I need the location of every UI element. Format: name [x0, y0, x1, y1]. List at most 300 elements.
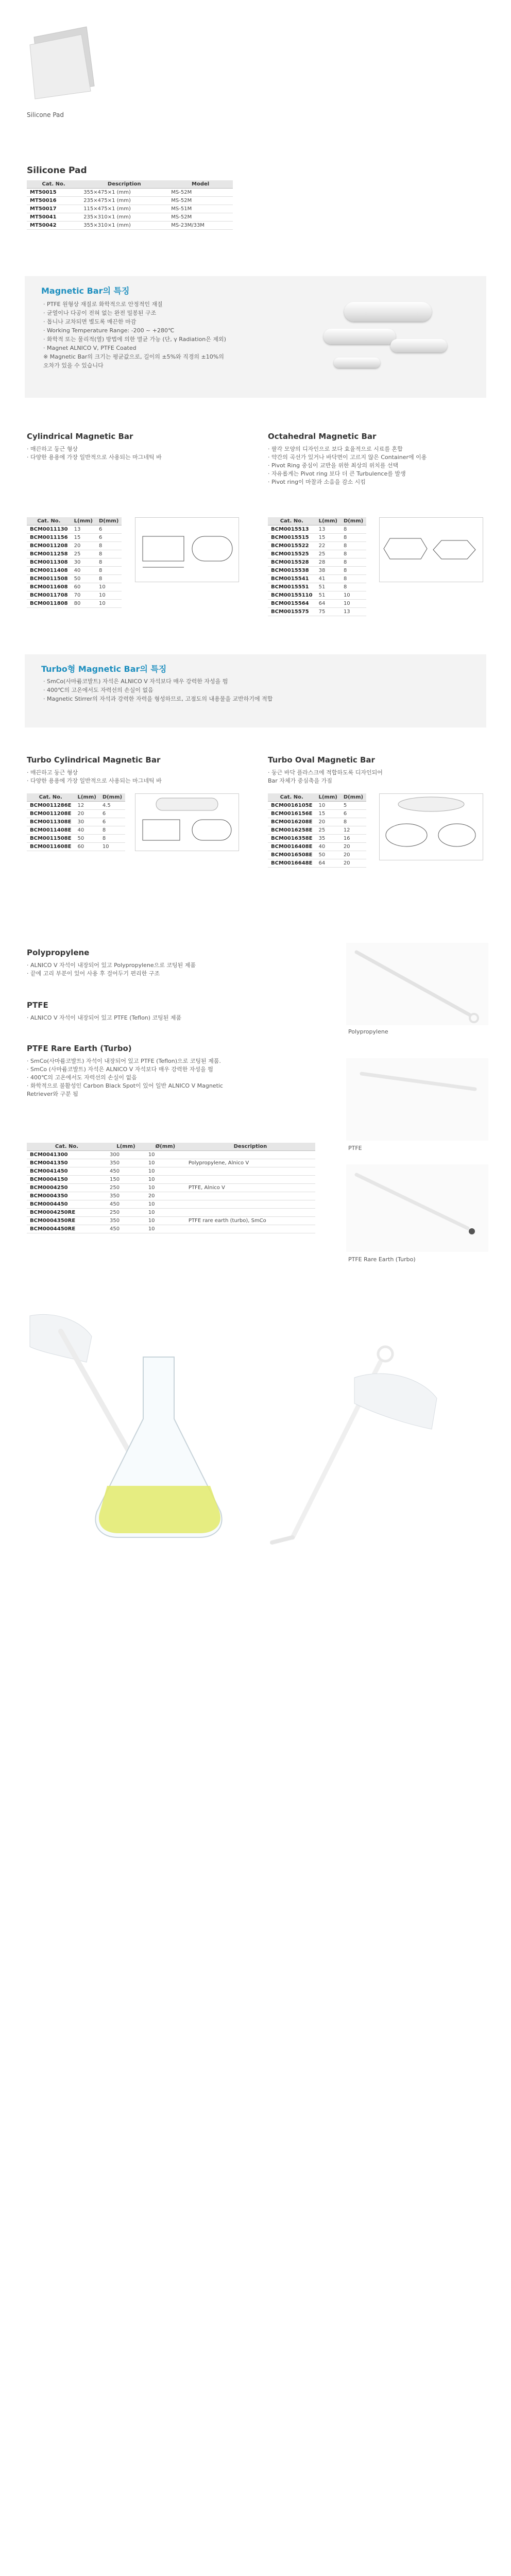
column-header: Cat. No.: [268, 793, 315, 802]
table-cell: 8: [96, 575, 122, 583]
pp-desc-line: · ALNICO V 자석이 내장되어 있고 Polypropylene으로 코팅된 제품: [27, 962, 196, 969]
table-cell: 355×310×1 (mm): [80, 222, 168, 230]
octahedral-title: Octahedral Magnetic Bar: [268, 432, 377, 441]
table-cell: BCM0011808: [27, 600, 71, 608]
table-cell: BCM0011308: [27, 558, 71, 567]
column-header: D(mm): [96, 517, 122, 526]
ptfe-caption: PTFE: [348, 1145, 362, 1151]
table-cell: 8: [340, 534, 366, 542]
turbo-retriever-desc-line: · SmCo (사마륨코발트) 자석은 ALNICO V 자석보다 매우 강력한 자성을 띔: [27, 1066, 213, 1073]
table-cell: 20: [315, 818, 340, 826]
octahedral-desc: [268, 445, 489, 486]
table-row: [27, 835, 125, 843]
table-cell: MT50042: [27, 222, 80, 230]
table-row: [27, 1159, 315, 1167]
table-cell: 13: [340, 608, 366, 616]
table-cell: BCM0015575: [268, 608, 316, 616]
table-cell: [185, 1167, 315, 1176]
table-cell: BCM0011286E: [27, 802, 74, 810]
turbo-cyl-table: [27, 793, 125, 851]
table-cell: BCM0011508: [27, 575, 71, 583]
pp-desc-line: · 끝에 고리 부분이 있어 사용 후 걸어두기 편리한 구조: [27, 970, 160, 977]
table-cell: 10: [145, 1200, 185, 1209]
cylindrical-table: [27, 517, 122, 608]
octahedral-desc-line: · 팔각 모양의 디자인으로 보다 효율적으로 시료를 혼합: [268, 446, 403, 452]
table-cell: [185, 1225, 315, 1233]
table-cell: 22: [316, 542, 340, 550]
silicone-pad-caption: Silicone Pad: [27, 111, 64, 118]
table-cell: 10: [145, 1151, 185, 1159]
table-cell: 10: [315, 802, 340, 810]
table-cell: 41: [316, 575, 340, 583]
table-cell: 8: [340, 818, 366, 826]
table-cell: 10: [96, 583, 122, 591]
table-cell: BCM0015541: [268, 575, 316, 583]
table-cell: 8: [96, 558, 122, 567]
table-row: [27, 567, 122, 575]
silicone-pad-tbody: [27, 189, 233, 230]
table-cell: 20: [340, 851, 366, 859]
table-cell: 10: [145, 1159, 185, 1167]
column-header: D(mm): [340, 793, 366, 802]
table-header-row: [27, 1143, 315, 1151]
table-cell: 6: [99, 810, 125, 818]
feature-item: · 톱니나 교차되면 별도록 매끈한 마감: [43, 318, 137, 325]
table-cell: BCM0004350: [27, 1192, 107, 1200]
silicone-pad-title: Silicone Pad: [27, 165, 87, 176]
octahedral-desc-line: · Pivot Ring 중심이 교반을 위한 최상의 위치를 선택: [268, 462, 399, 469]
table-cell: 8: [96, 550, 122, 558]
table-row: [268, 550, 366, 558]
column-header: Cat. No.: [27, 1143, 107, 1151]
column-header: L(mm): [316, 517, 340, 526]
table-cell: BCM0011608: [27, 583, 71, 591]
silicone-pad-table: [27, 180, 233, 230]
column-header: Description: [80, 180, 168, 189]
table-row: [27, 205, 233, 213]
table-cell: 30: [74, 818, 99, 826]
table-cell: 10: [145, 1209, 185, 1217]
table-cell: 8: [340, 526, 366, 534]
turbo-cyl-desc-line: · 매끈하고 둥근 형상: [27, 769, 78, 776]
table-cell: MT50015: [27, 189, 80, 197]
pp-caption: Polypropylene: [348, 1028, 388, 1035]
table-row: [268, 583, 366, 591]
retriever-tbody: [27, 1151, 315, 1233]
turbo-oval-tbody: [268, 802, 366, 868]
cylindrical-title: Cylindrical Magnetic Bar: [27, 432, 133, 441]
table-row: [268, 558, 366, 567]
table-cell: MT50016: [27, 197, 80, 205]
table-cell: MS-23M/33M: [168, 222, 233, 230]
feature-item: · PTFE 원형상 재질로 화학적으로 안정적인 재질: [43, 301, 163, 308]
table-cell: 10: [145, 1217, 185, 1225]
table-cell: BCM0004350RE: [27, 1217, 107, 1225]
column-header: L(mm): [71, 517, 96, 526]
cylindrical-desc-line: · 다양한 용용에 가장 일반적으로 사용되는 마그네틱 바: [27, 454, 162, 461]
feature-item: · 400℃의 고온에서도 자력선의 손실이 없음: [43, 687, 154, 693]
table-cell: 20: [74, 810, 99, 818]
table-header-row: [27, 793, 125, 802]
table-cell: MS-52M: [168, 189, 233, 197]
table-cell: PTFE, Alnico V: [185, 1184, 315, 1192]
table-cell: BCM0015564: [268, 600, 316, 608]
table-cell: BCM0016208E: [268, 818, 315, 826]
table-cell: [185, 1209, 315, 1217]
table-cell: BCM0015538: [268, 567, 316, 575]
column-header: Cat. No.: [268, 517, 316, 526]
table-cell: 115×475×1 (mm): [80, 205, 168, 213]
table-cell: 8: [340, 575, 366, 583]
table-row: [27, 526, 122, 534]
feature-item: ※ Magnetic Bar의 크기는 평균값으로, 길이의 ±5%와 직경의 ±10%의: [43, 353, 224, 360]
table-cell: 20: [145, 1192, 185, 1200]
table-row: [268, 843, 366, 851]
magnetic-features-box: [25, 276, 486, 398]
column-header: Cat. No.: [27, 793, 74, 802]
table-cell: 8: [340, 558, 366, 567]
turbo-cyl-diagram: [135, 793, 239, 851]
table-cell: 10: [145, 1176, 185, 1184]
table-cell: 350: [107, 1159, 145, 1167]
table-cell: BCM0041450: [27, 1167, 107, 1176]
table-cell: 8: [340, 542, 366, 550]
table-cell: 15: [315, 810, 340, 818]
feature-item: · Magnetic Stirrer의 자석과 강력한 자력을 형성하므로, 고점도의 내용물을 교반하기에 적합: [43, 696, 273, 702]
table-cell: BCM0016648E: [268, 859, 315, 868]
table-cell: 25: [316, 550, 340, 558]
magnetic-features-title: Magnetic Bar의 특징: [41, 286, 130, 296]
table-cell: 250: [107, 1184, 145, 1192]
turbo-cyl-title: Turbo Cylindrical Magnetic Bar: [27, 755, 161, 765]
table-cell: BCM0011708: [27, 591, 71, 600]
table-row: [268, 600, 366, 608]
table-cell: PTFE rare earth (turbo), SmCo: [185, 1217, 315, 1225]
turbo-retriever-desc-line: · 400℃의 고온에서도 자력선의 손실이 없음: [27, 1074, 137, 1081]
table-header-row: [27, 517, 122, 526]
table-cell: 80: [71, 600, 96, 608]
table-cell: BCM00155110: [268, 591, 316, 600]
turbo-oval-diagram: [379, 793, 483, 860]
table-cell: 40: [315, 843, 340, 851]
retriever-flask-photo: [25, 1300, 447, 1548]
turbo-retriever-desc-line: · SmCo(사마륨코발트) 자석이 내장되어 있고 PTFE (Teflon)으로 코팅된 제품.: [27, 1058, 221, 1064]
table-row: [27, 843, 125, 851]
table-row: [268, 608, 366, 616]
table-cell: 30: [71, 558, 96, 567]
table-row: [27, 591, 122, 600]
table-cell: 5: [340, 802, 366, 810]
table-cell: 10: [145, 1184, 185, 1192]
table-cell: 10: [96, 591, 122, 600]
table-cell: 6: [340, 810, 366, 818]
turbo-retriever-image: [346, 1164, 488, 1252]
table-row: [27, 534, 122, 542]
table-cell: 6: [96, 526, 122, 534]
table-row: [268, 826, 366, 835]
table-row: [27, 558, 122, 567]
table-row: [268, 818, 366, 826]
table-cell: 13: [71, 526, 96, 534]
turbo-oval-title: Turbo Oval Magnetic Bar: [268, 755, 375, 765]
table-cell: 10: [340, 600, 366, 608]
table-row: [268, 542, 366, 550]
table-row: [27, 550, 122, 558]
table-row: [27, 1200, 315, 1209]
turbo-oval-desc: [268, 769, 489, 785]
table-row: [27, 1176, 315, 1184]
pp-title: Polypropylene: [27, 948, 90, 957]
table-cell: 10: [145, 1167, 185, 1176]
table-header-row: [27, 180, 233, 189]
table-row: [268, 591, 366, 600]
table-cell: 300: [107, 1151, 145, 1159]
table-row: [27, 583, 122, 591]
column-header: L(mm): [315, 793, 340, 802]
table-cell: BCM0011508E: [27, 835, 74, 843]
table-cell: [185, 1200, 315, 1209]
table-cell: 60: [74, 843, 99, 851]
table-row: [27, 1151, 315, 1159]
table-cell: 8: [99, 826, 125, 835]
table-cell: 10: [340, 591, 366, 600]
column-header: L(mm): [74, 793, 99, 802]
table-cell: 38: [316, 567, 340, 575]
table-cell: BCM0041350: [27, 1159, 107, 1167]
table-cell: 15: [316, 534, 340, 542]
column-header: Model: [168, 180, 233, 189]
table-cell: BCM0016156E: [268, 810, 315, 818]
table-cell: MT50041: [27, 213, 80, 222]
table-cell: 25: [315, 826, 340, 835]
table-header-row: [268, 793, 366, 802]
column-header: D(mm): [340, 517, 366, 526]
turbo-retriever-title: PTFE Rare Earth (Turbo): [27, 1044, 132, 1053]
turbo-oval-desc-line: Bar 자체가 중심축을 가짐: [268, 777, 332, 784]
table-cell: MS-52M: [168, 197, 233, 205]
table-cell: BCM0011408: [27, 567, 71, 575]
table-cell: BCM0016258E: [268, 826, 315, 835]
turbo-oval-table: [268, 793, 366, 868]
column-header: D(mm): [99, 793, 125, 802]
table-cell: 25: [71, 550, 96, 558]
table-row: [27, 818, 125, 826]
table-cell: 10: [145, 1225, 185, 1233]
table-cell: BCM0004150: [27, 1176, 107, 1184]
table-row: [27, 542, 122, 550]
table-cell: 8: [340, 583, 366, 591]
table-cell: BCM0011208: [27, 542, 71, 550]
magnetic-features-list: [43, 300, 291, 370]
table-row: [27, 189, 233, 197]
table-cell: 35: [315, 835, 340, 843]
table-cell: 28: [316, 558, 340, 567]
table-cell: 40: [71, 567, 96, 575]
turbo-oval-desc-line: · 둥근 바닥 플라스크에 적합하도록 디자인되어: [268, 769, 383, 776]
table-cell: BCM0011130: [27, 526, 71, 534]
table-cell: 8: [96, 567, 122, 575]
table-cell: Polypropylene, Alnico V: [185, 1159, 315, 1167]
feature-item: · Working Temperature Range: -200 ~ +280℃: [43, 327, 175, 334]
feature-item: · Magnet ALNICO V, PTFE Coated: [43, 345, 137, 351]
table-cell: BCM0011258: [27, 550, 71, 558]
octahedral-table: [268, 517, 366, 616]
table-cell: 235×475×1 (mm): [80, 197, 168, 205]
table-row: [27, 1225, 315, 1233]
table-row: [27, 197, 233, 205]
table-cell: 50: [74, 835, 99, 843]
table-row: [27, 826, 125, 835]
table-cell: BCM0015528: [268, 558, 316, 567]
table-cell: 10: [99, 843, 125, 851]
table-cell: 51: [316, 583, 340, 591]
table-cell: 75: [316, 608, 340, 616]
column-header: Description: [185, 1143, 315, 1151]
table-row: [27, 1217, 315, 1225]
table-cell: BCM0015522: [268, 542, 316, 550]
table-cell: 15: [71, 534, 96, 542]
column-header: Cat. No.: [27, 517, 71, 526]
table-row: [27, 1209, 315, 1217]
table-cell: 4.5: [99, 802, 125, 810]
silicone-pad-image: [25, 16, 102, 104]
table-cell: 350: [107, 1217, 145, 1225]
cylindrical-tbody: [27, 526, 122, 608]
turbo-retriever-desc-line: Retriever와 구분 됨: [27, 1091, 78, 1097]
table-row: [268, 534, 366, 542]
table-cell: BCM0016105E: [268, 802, 315, 810]
ptfe-desc-line: · ALNICO V 자석이 내장되어 있고 PTFE (Teflon) 코팅된 제품: [27, 1014, 182, 1021]
table-cell: BCM0016508E: [268, 851, 315, 859]
table-cell: 8: [340, 567, 366, 575]
table-cell: 20: [71, 542, 96, 550]
table-row: [27, 810, 125, 818]
table-cell: MT50017: [27, 205, 80, 213]
column-header: Cat. No.: [27, 180, 80, 189]
table-row: [268, 802, 366, 810]
table-row: [27, 575, 122, 583]
ptfe-title: PTFE: [27, 1001, 48, 1010]
turbo-cyl-tbody: [27, 802, 125, 851]
table-cell: BCM0011608E: [27, 843, 74, 851]
table-cell: 8: [340, 550, 366, 558]
table-cell: BCM0015513: [268, 526, 316, 534]
table-cell: BCM0011408E: [27, 826, 74, 835]
table-cell: 450: [107, 1167, 145, 1176]
table-cell: 350: [107, 1192, 145, 1200]
table-cell: 10: [96, 600, 122, 608]
table-cell: 40: [74, 826, 99, 835]
table-row: [268, 851, 366, 859]
pp-desc: [27, 961, 315, 978]
table-cell: 6: [96, 534, 122, 542]
table-cell: [185, 1151, 315, 1159]
retriever-table: [27, 1143, 315, 1233]
feature-item: · 화학적 또는 물리적(열) 방법에 의한 멸균 가능 (단, γ Radiation은 제외): [43, 336, 226, 343]
table-cell: BCM0004450: [27, 1200, 107, 1209]
pp-retriever-image: [346, 943, 488, 1025]
turbo-caption: PTFE Rare Earth (Turbo): [348, 1256, 416, 1263]
turbo-retriever-desc-line: · 화학적으로 불활성인 Carbon Black Spot이 있어 일반 ALNICO V Magnetic: [27, 1082, 223, 1089]
table-row: [27, 1167, 315, 1176]
table-cell: 13: [316, 526, 340, 534]
turbo-features-title: Turbo형 Magnetic Bar의 특징: [41, 664, 167, 674]
table-row: [27, 802, 125, 810]
feature-item: · 균열이나 다공이 전혀 없는 완전 밀봉된 구조: [43, 310, 157, 316]
octahedral-desc-line: · Pivot ring이 마찰과 소음을 감소 시킴: [268, 479, 366, 485]
ptfe-retriever-image: [346, 1058, 488, 1141]
table-cell: 12: [74, 802, 99, 810]
table-cell: 150: [107, 1176, 145, 1184]
table-cell: BCM0011156: [27, 534, 71, 542]
column-header: Ø(mm): [145, 1143, 185, 1151]
table-row: [268, 835, 366, 843]
table-header-row: [268, 517, 366, 526]
table-row: [268, 526, 366, 534]
table-cell: BCM0015525: [268, 550, 316, 558]
table-cell: 16: [340, 835, 366, 843]
table-cell: 12: [340, 826, 366, 835]
table-cell: 250: [107, 1209, 145, 1217]
table-row: [27, 600, 122, 608]
table-row: [27, 213, 233, 222]
table-cell: 51: [316, 591, 340, 600]
cylindrical-diagram: [135, 517, 239, 582]
table-row: [27, 1192, 315, 1200]
ptfe-desc: [27, 1014, 315, 1022]
octahedral-diagram: [379, 517, 483, 582]
table-cell: 450: [107, 1225, 145, 1233]
cylindrical-desc-line: · 매끈하고 둥근 형상: [27, 446, 78, 452]
octahedral-desc-line: · 약간의 곡선가 있거나 바닥면이 고르지 않은 Container에 이용: [268, 454, 427, 461]
octahedral-tbody: [268, 526, 366, 616]
table-cell: 20: [340, 859, 366, 868]
table-cell: 8: [99, 835, 125, 843]
table-cell: BCM0011308E: [27, 818, 74, 826]
table-cell: 20: [340, 843, 366, 851]
table-row: [268, 859, 366, 868]
table-cell: 60: [71, 583, 96, 591]
turbo-retriever-desc: [27, 1057, 336, 1098]
turbo-cyl-desc-line: · 다양한 용용에 가장 일반적으로 사용되는 마그네틱 바: [27, 777, 162, 784]
table-cell: BCM0004250: [27, 1184, 107, 1192]
table-row: [268, 567, 366, 575]
table-row: [27, 1184, 315, 1192]
table-row: [268, 810, 366, 818]
table-row: [268, 575, 366, 583]
turbo-features-list: [43, 677, 466, 703]
table-cell: 355×475×1 (mm): [80, 189, 168, 197]
table-cell: MS-51M: [168, 205, 233, 213]
feature-item: 오차가 있을 수 있습니다: [43, 362, 104, 369]
table-cell: 235×310×1 (mm): [80, 213, 168, 222]
table-cell: BCM0016358E: [268, 835, 315, 843]
table-row: [27, 222, 233, 230]
octahedral-desc-line: · 자유롭게는 Pivot ring 보다 더 큰 Turbulence를 발생: [268, 470, 406, 477]
table-cell: 450: [107, 1200, 145, 1209]
magnetic-bars-image: [313, 292, 468, 384]
table-cell: BCM0015515: [268, 534, 316, 542]
cylindrical-desc: [27, 445, 243, 462]
turbo-cyl-desc: [27, 769, 243, 785]
table-cell: 70: [71, 591, 96, 600]
table-cell: BCM0011208E: [27, 810, 74, 818]
table-cell: BCM0016408E: [268, 843, 315, 851]
turbo-features-box: [25, 654, 486, 727]
table-cell: 8: [96, 542, 122, 550]
table-cell: BCM0004250RE: [27, 1209, 107, 1217]
table-cell: MS-52M: [168, 213, 233, 222]
